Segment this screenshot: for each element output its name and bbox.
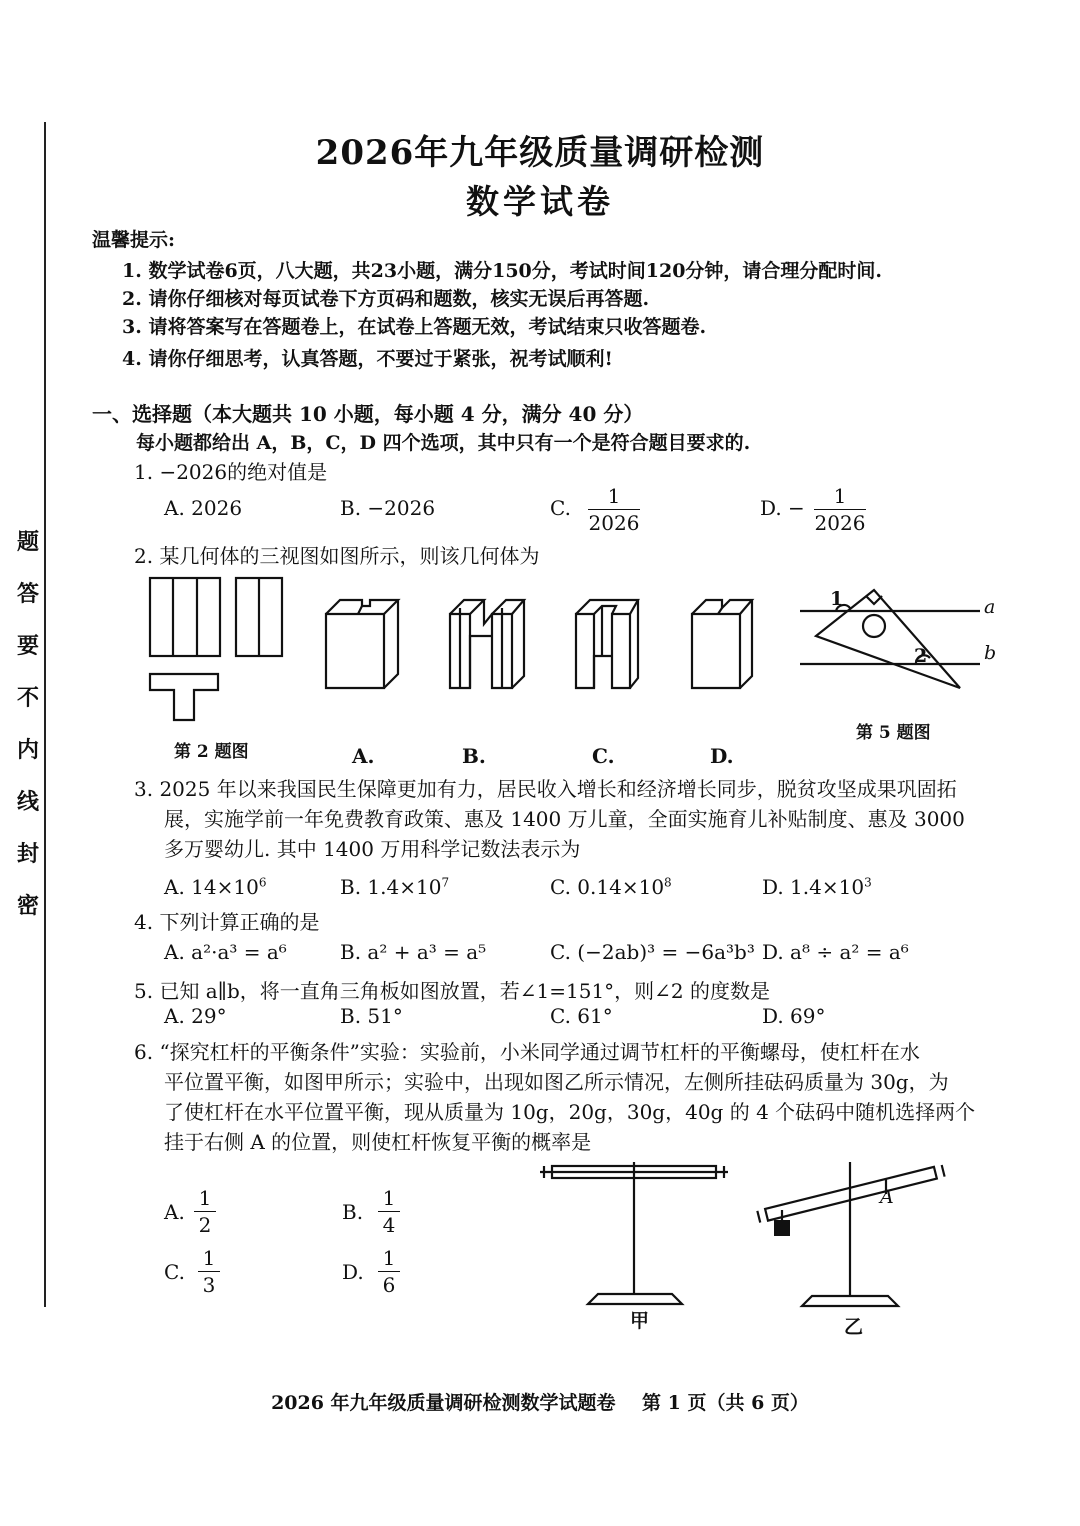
figure-caption: 第 5 题图 (856, 723, 931, 743)
fraction-bar (198, 1271, 220, 1272)
question-line: 平位置平衡，如图甲所示；实验中，出现如图乙所示情况，左侧所挂砝码质量为 30g，为 (164, 1070, 949, 1094)
denominator: 2 (198, 1213, 212, 1237)
solid-b (446, 596, 526, 696)
option-d: D. a⁸ ÷ a² = a⁶ (762, 940, 909, 964)
solid-d (688, 596, 768, 696)
three-view-figure (140, 572, 300, 732)
seal-char: 封 (16, 841, 39, 867)
angle-1-label: 1 (830, 588, 844, 610)
option-c-fraction (198, 1246, 220, 1297)
option-a: A. (352, 744, 375, 768)
option-c: C. 61° (550, 1004, 613, 1028)
numerator: 1 (833, 484, 847, 508)
seal-char: 要 (16, 633, 39, 659)
lever-figure-jia (536, 1158, 736, 1318)
seal-char: 题 (16, 529, 39, 555)
option-b: B. −2026 (340, 496, 436, 520)
stand-base (588, 1294, 682, 1304)
section-heading: 一、选择题（本大题共 10 小题，每小题 4 分，满分 40 分） (92, 402, 644, 426)
tip-item: 3. 请将答案写在答题卷上，在试卷上答题无效，考试结束只收答题卷. (122, 316, 707, 338)
option-c: C. $0.14\times 10^8$ (550, 875, 672, 899)
question-stem: 5. 已知 a∥b，将一直角三角板如图放置，若∠1=151°，则∠2 的度数是 (134, 979, 771, 1003)
fraction-bar (814, 509, 866, 510)
solid-c (572, 596, 652, 696)
option-c-fraction (588, 484, 640, 535)
section-instruction: 每小题都给出 A，B，C，D 四个选项，其中只有一个是符合题目要求的. (136, 432, 751, 454)
fraction-bar (378, 1211, 400, 1212)
option-b-label: B. (342, 1200, 364, 1224)
line-a-label: a (984, 596, 996, 618)
seal-char: 线 (16, 789, 39, 815)
numerator: 1 (198, 1186, 212, 1210)
figure-5 (798, 586, 998, 696)
option-d-label: D. (342, 1260, 364, 1284)
question-line: 了使杠杆在水平位置平衡，现从质量为 10g，20g，30g，40g 的 4 个砝码中随机选择两个 (164, 1100, 976, 1124)
option-c: C. (−2ab)³ = −6a³b³ (550, 940, 755, 964)
question-stem: 1. −2026的绝对值是 (134, 460, 328, 484)
option-b: B. $1.4\times 10^7$ (340, 875, 450, 899)
question-stem: 4. 下列计算正确的是 (134, 910, 320, 934)
angle-2-label: 2 (914, 645, 928, 667)
option-c-label: C. (164, 1260, 185, 1284)
option-b-fraction (378, 1186, 400, 1237)
question-line: 3. 2025 年以来我国民生保障更加有力，居民收入增长和经济增长同步，脱贫攻坚成果巩固拓 (134, 777, 957, 801)
option-c: C. (592, 744, 615, 768)
question-line: 展，实施学前一年免费教育政策、惠及 1400 万儿童，全面实施育儿补贴制度、惠及 3000 (164, 807, 965, 831)
option-d: D. (710, 744, 734, 768)
option-d-fraction (378, 1246, 400, 1297)
tips-heading: 温馨提示: (92, 229, 176, 251)
fraction-bar (588, 509, 640, 510)
page-title: 2026年九年级质量调研检测 (315, 133, 765, 173)
question-stem: 2. 某几何体的三视图如图所示，则该几何体为 (134, 544, 540, 568)
seal-char: 答 (16, 581, 39, 607)
top-view (150, 674, 218, 720)
option-a: A. $14\times 10^6$ (164, 875, 267, 899)
seal-char: 内 (16, 737, 39, 763)
numerator: 1 (382, 1186, 396, 1210)
option-a-label: A. (164, 1200, 185, 1224)
seal-char: 密 (16, 893, 39, 919)
option-b: B. a² + a³ = a⁵ (340, 940, 487, 964)
option-d-label: D. − (760, 496, 805, 520)
denominator: 2026 (814, 511, 866, 535)
tip-item: 2. 请你仔细核对每页试卷下方页码和题数，核实无误后再答题. (122, 288, 650, 310)
option-d: D. 69° (762, 1004, 826, 1028)
question-line: 挂于右侧 A 的位置，则使杠杆恢复平衡的概率是 (164, 1130, 592, 1154)
lever-figure-yi (754, 1148, 954, 1318)
option-a: A. 29° (164, 1004, 227, 1028)
numerator: 1 (607, 484, 621, 508)
question-line: 6. “探究杠杆的平衡条件”实验：实验前，小米同学通过调节杠杆的平衡螺母，使杠杆在水 (134, 1040, 920, 1064)
option-b: B. 51° (340, 1004, 403, 1028)
option-c-label: C. (550, 496, 571, 520)
denominator: 6 (382, 1273, 396, 1297)
option-b: B. (462, 744, 486, 768)
figure-caption: 第 2 题图 (174, 742, 249, 762)
option-a-fraction (194, 1186, 216, 1237)
denominator: 3 (202, 1273, 216, 1297)
tip-item: 1. 数学试卷6页，八大题，共23小题，满分150分，考试时间120分钟，请合理分配时间. (122, 260, 883, 282)
option-a: A. a²·a³ = a⁶ (164, 940, 287, 964)
seal-char: 不 (16, 685, 39, 711)
figure-caption: 乙 (844, 1316, 864, 1338)
fraction-bar (194, 1211, 216, 1212)
option-d: D. $1.4\times 10^3$ (762, 875, 872, 899)
numerator: 1 (202, 1246, 216, 1270)
fraction-bar (378, 1271, 400, 1272)
point-a-label: A (880, 1186, 894, 1208)
line-b-label: b (984, 642, 997, 664)
tip-item: 4. 请你仔细思考，认真答题，不要过于紧张，祝考试顺利! (122, 348, 613, 370)
denominator: 4 (382, 1213, 396, 1237)
numerator: 1 (382, 1246, 396, 1270)
page-subtitle: 数学试卷 (466, 182, 614, 221)
figure-caption: 甲 (630, 1310, 650, 1332)
denominator: 2026 (588, 511, 640, 535)
stand-base (802, 1296, 898, 1306)
front-view (150, 578, 220, 656)
weight (774, 1220, 790, 1236)
question-line: 多万婴幼儿. 其中 1400 万用科学记数法表示为 (164, 837, 581, 861)
page-footer: 2026 年九年级质量调研检测数学试题卷 第 1 页（共 6 页） (271, 1392, 809, 1414)
option-d-fraction (814, 484, 866, 535)
solid-a (322, 596, 402, 696)
option-a: A. 2026 (164, 496, 243, 520)
seal-line (44, 122, 46, 1307)
